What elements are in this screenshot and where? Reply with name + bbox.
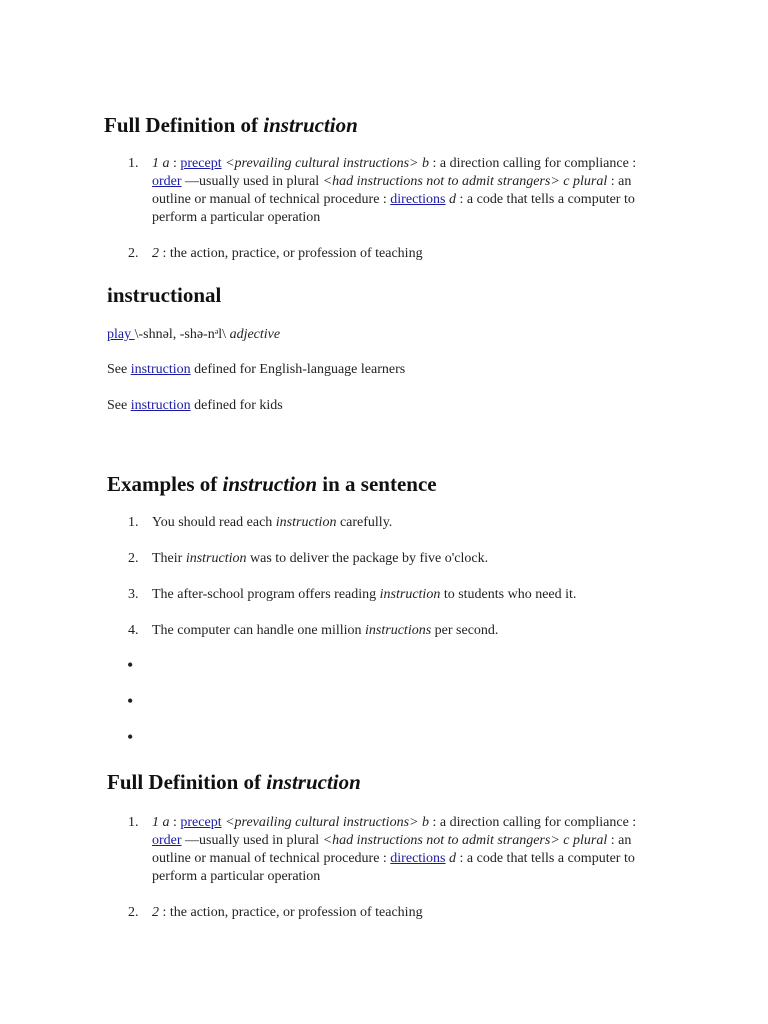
example-word: instructions bbox=[365, 623, 432, 638]
part-of-speech: adjective bbox=[229, 327, 281, 342]
example-item bbox=[107, 586, 667, 604]
list-number: 1. bbox=[128, 815, 139, 830]
see-suffix: defined for English-language learners bbox=[190, 362, 406, 377]
sense-label: b bbox=[421, 815, 429, 830]
example-pre: Their bbox=[152, 551, 186, 566]
instructional-heading: instructional bbox=[107, 283, 222, 307]
separator: : bbox=[169, 156, 181, 171]
heading-word: instruction bbox=[222, 472, 318, 496]
see-prefix: See bbox=[107, 362, 131, 377]
example-text: <prevailing cultural instructions> bbox=[221, 815, 422, 830]
instruction-kids-link[interactable]: instruction bbox=[130, 398, 191, 413]
separator: : bbox=[428, 156, 440, 171]
separator: : bbox=[607, 174, 619, 189]
definition-text: the action, practice, or profession of teaching bbox=[169, 905, 423, 920]
see-suffix: defined for kids bbox=[190, 398, 283, 413]
heading-word: instruction bbox=[263, 113, 358, 137]
see-prefix: See bbox=[107, 398, 131, 413]
list-number: 2. bbox=[128, 246, 139, 261]
sense-label: 2 bbox=[152, 246, 159, 261]
definition-text: —usually used in plural bbox=[181, 833, 323, 848]
directions-link[interactable]: directions bbox=[390, 192, 446, 207]
separator: : bbox=[456, 192, 467, 207]
sense-label: 1 a bbox=[152, 815, 170, 830]
sense-label: b bbox=[421, 156, 429, 171]
example-post: to students who need it. bbox=[440, 587, 577, 602]
full-definition-heading bbox=[104, 112, 358, 138]
example-word: instruction bbox=[275, 515, 337, 530]
order-link[interactable]: order bbox=[152, 833, 182, 848]
list-number: 1. bbox=[128, 515, 139, 530]
heading-word: instruction bbox=[266, 770, 361, 794]
heading-prefix: Examples of bbox=[107, 472, 223, 496]
definition-text: the action, practice, or profession of teaching bbox=[169, 246, 423, 261]
order-link[interactable]: order bbox=[152, 174, 182, 189]
separator: : bbox=[169, 815, 181, 830]
example-text: <had instructions not to admit strangers> bbox=[322, 833, 564, 848]
definition-list-2 bbox=[107, 814, 667, 922]
separator: : bbox=[607, 833, 619, 848]
example-word: instruction bbox=[185, 551, 247, 566]
list-number: 4. bbox=[128, 623, 139, 638]
see-kids-line bbox=[107, 397, 283, 415]
instruction-learners-link[interactable]: instruction bbox=[130, 362, 191, 377]
bullet-dot: • bbox=[127, 655, 134, 675]
definition-text: a direction calling for compliance : bbox=[439, 815, 637, 830]
example-pre: You should read each bbox=[152, 515, 276, 530]
example-item bbox=[107, 622, 667, 640]
separator: : bbox=[159, 246, 170, 261]
full-definition-heading-2 bbox=[107, 769, 361, 795]
definition-list bbox=[107, 155, 667, 263]
precept-link[interactable]: precept bbox=[180, 815, 222, 830]
sense-label: d bbox=[445, 851, 457, 866]
sense-label: 1 a bbox=[152, 156, 170, 171]
example-post: carefully. bbox=[336, 515, 393, 530]
example-pre: The after-school program offers reading bbox=[152, 587, 380, 602]
definition-item-2 bbox=[107, 245, 667, 263]
list-number: 3. bbox=[128, 587, 139, 602]
definition-item-1 bbox=[107, 814, 667, 886]
separator: : bbox=[456, 851, 467, 866]
play-audio-link[interactable]: play bbox=[107, 327, 135, 342]
example-post: per second. bbox=[431, 623, 499, 638]
definition-text: an outline or manual of technical procedure : bbox=[152, 833, 632, 866]
definition-text: a direction calling for compliance : bbox=[439, 156, 637, 171]
precept-link[interactable]: precept bbox=[180, 156, 222, 171]
sense-label: c plural bbox=[563, 833, 608, 848]
pronunciation: \-shnəl, -shə-nᵊl\ bbox=[134, 327, 230, 342]
separator: : bbox=[159, 905, 170, 920]
example-text: <had instructions not to admit strangers> bbox=[322, 174, 564, 189]
heading-prefix: Full Definition of bbox=[107, 770, 267, 794]
example-pre: The computer can handle one million bbox=[152, 623, 366, 638]
examples-heading bbox=[107, 471, 437, 497]
bullet-dot: • bbox=[127, 691, 134, 711]
bullet-dot: • bbox=[127, 727, 134, 747]
definition-item-2 bbox=[107, 904, 667, 922]
list-number: 1. bbox=[128, 156, 139, 171]
definition-text: an outline or manual of technical procedure : bbox=[152, 174, 632, 207]
sense-label: c plural bbox=[563, 174, 608, 189]
heading-prefix: Full Definition of bbox=[104, 113, 264, 137]
definition-item-1 bbox=[107, 155, 667, 227]
example-item bbox=[107, 514, 667, 532]
directions-link[interactable]: directions bbox=[390, 851, 446, 866]
example-word: instruction bbox=[379, 587, 441, 602]
heading-suffix: in a sentence bbox=[317, 472, 437, 496]
pronunciation-line bbox=[107, 326, 280, 344]
list-number: 2. bbox=[128, 905, 139, 920]
definition-text: a code that tells a computer to perform a particular operation bbox=[152, 851, 635, 884]
example-item bbox=[107, 550, 667, 568]
sense-label: 2 bbox=[152, 905, 159, 920]
examples-list bbox=[107, 514, 667, 640]
definition-text: —usually used in plural bbox=[181, 174, 323, 189]
definition-text: a code that tells a computer to perform a particular operation bbox=[152, 192, 635, 225]
separator: : bbox=[428, 815, 440, 830]
example-text: <prevailing cultural instructions> bbox=[221, 156, 422, 171]
see-learners-line bbox=[107, 361, 405, 379]
sense-label: d bbox=[445, 192, 457, 207]
example-post: was to deliver the package by five o'clock. bbox=[246, 551, 489, 566]
list-number: 2. bbox=[128, 551, 139, 566]
